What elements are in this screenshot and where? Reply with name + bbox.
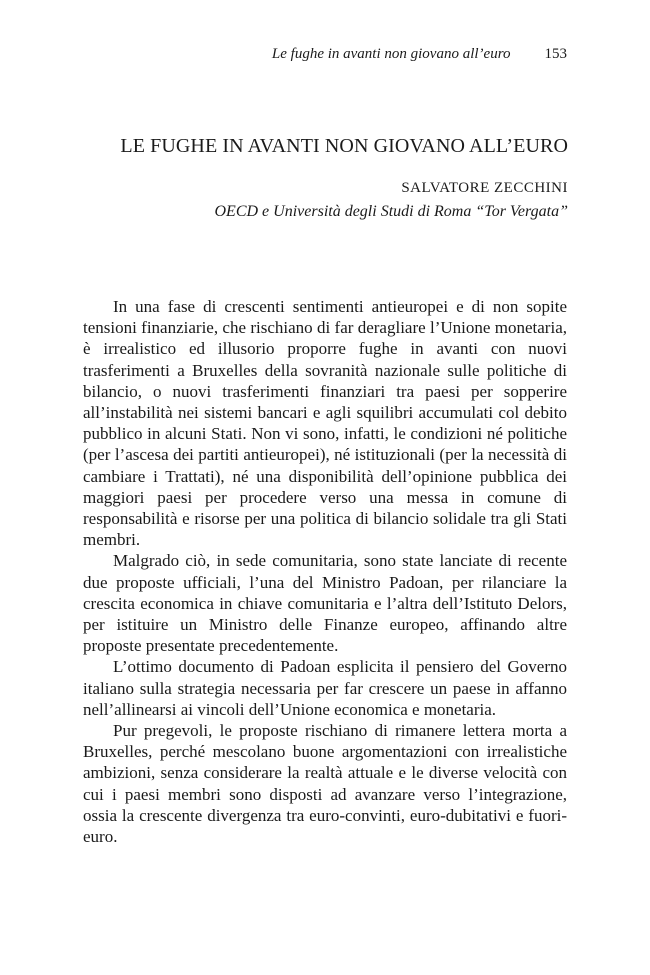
chapter-title: LE FUGHE IN AVANTI NON GIOVANO ALL’EURO <box>120 135 568 157</box>
author-affiliation: OECD e Università degli Studi di Roma “Tor Vergata” <box>214 203 568 220</box>
page-number: 153 <box>544 46 567 62</box>
running-title: Le fughe in avanti non giovano all’euro <box>271 46 511 62</box>
paragraph-1: In una fase di crescenti sentimenti antieuropei e di non sopite tensioni finanziarie, che rischiano di far deragliare l’Unione monetaria, è irrealistico ed illusorio proporre fughe in avanti con nuovi trasferimenti a Bruxelles della sovranità nazionale sulle politiche di bilancio, o nuovi trasferimenti finanziari tra paesi per sopperire all’instabilità nei sistemi bancari e agli squilibri accumulati col debito pubblico in alcuni Stati. Non vi sono, infatti, le condizioni né politiche (per l’ascesa dei partiti antieuropei), né istituzionali (per la necessità di cambiare i Trattati), né una disponibilità dell’opinione pubblica dei maggiori paesi per procedere verso una messa in comune di responsabilità e risorse per una politica di bilancio solidale tra gli Stati membri. <box>83 297 567 550</box>
paragraph-3: L’ottimo documento di Padoan esplicita il pensiero del Governo italiano sulla strategia necessaria per far crescere un paese in affanno nell’allinearsi ai vincoli dell’Unione economica e monetaria. <box>83 657 567 719</box>
paragraph-2: Malgrado ciò, in sede comunitaria, sono state lanciate di recente due proposte ufficiali, l’una del Ministro Padoan, per rilanciare la crescita economica in chiave comunitaria e l’altra dell’Istituto Delors, per istituire un Ministro delle Finanze europeo, affinando altre proposte presentate precedentemente. <box>83 551 567 656</box>
author-name: SALVATORE ZECCHINI <box>401 180 568 196</box>
paragraph-4: Pur pregevoli, le proposte rischiano di rimanere lettera morta a Bruxelles, perché mescolano buone argomentazioni con irrealistiche ambizioni, senza considerare la realtà attuale e le diverse velocità con cui i paesi membri sono disposti ad avanzare verso l’integrazione, ossia la crescente divergenza tra euro-convinti, euro-dubitativi e fuori-euro. <box>83 721 567 847</box>
body-text <box>83 296 567 847</box>
running-header <box>272 46 567 63</box>
